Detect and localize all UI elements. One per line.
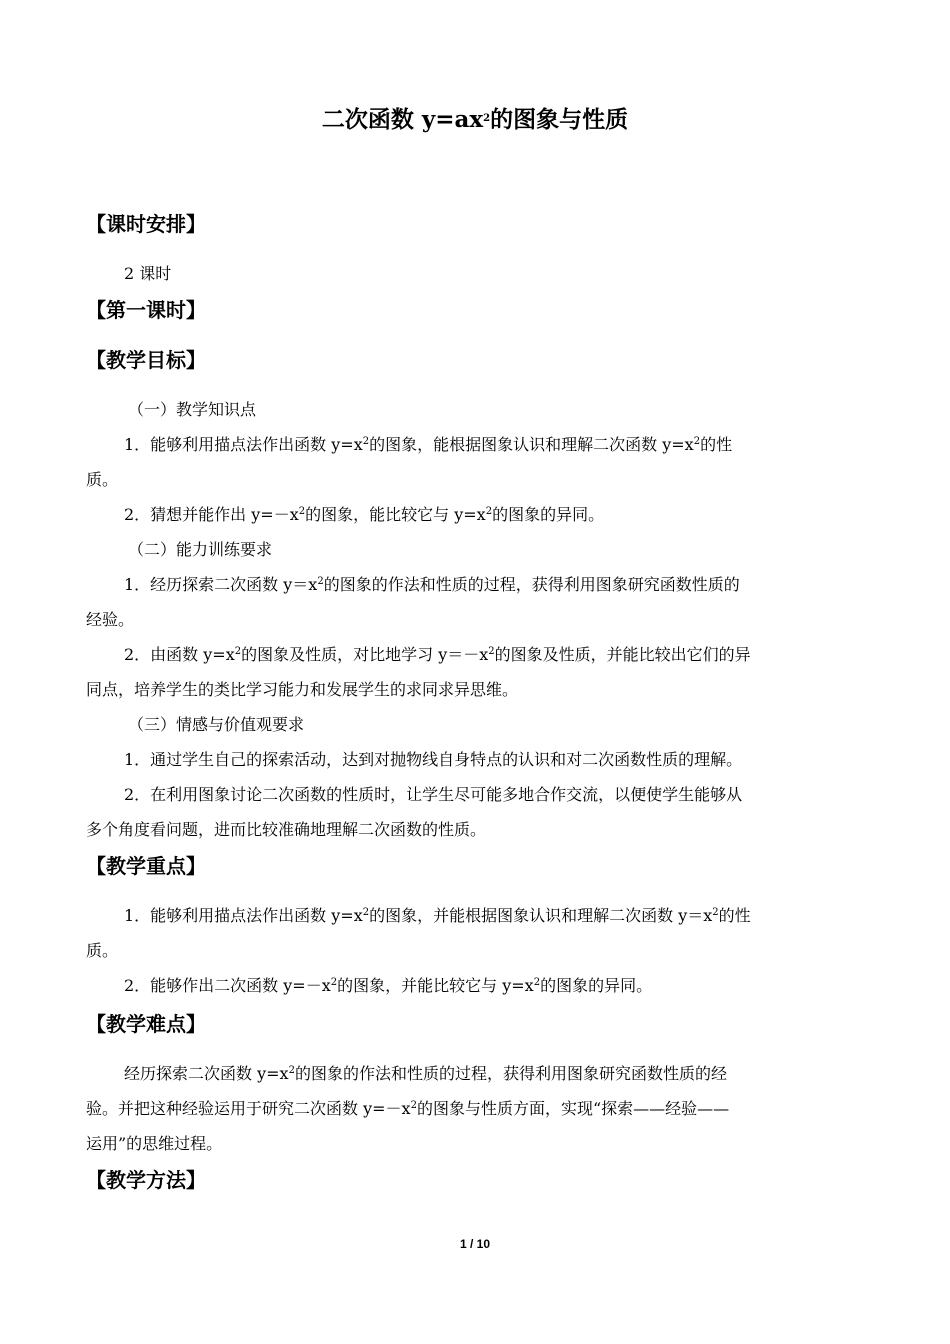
title-text-end: 的图象与性质	[490, 106, 629, 133]
difficulty-line-3: 运用”的思维过程。	[86, 1134, 223, 1153]
heading-first-lesson: 【第一课时】	[86, 298, 206, 322]
key-point-1-cont: 质。	[86, 941, 119, 960]
subheading-emotion: （三）情感与价值观要求	[128, 715, 305, 734]
key-point-2: 2．能够作出二次函数 $y=-x^2$的图象，并能比较它与 $y=x^2$的图象的异同。	[124, 976, 653, 995]
objective-a2-cont: 同点，培养学生的类比学习能力和发展学生的求同求异思维。	[86, 680, 519, 699]
page-number: 1 / 10	[459, 1237, 491, 1251]
title-text: 二次函数 y=ax	[321, 106, 484, 133]
subheading-ability: （二）能力训练要求	[128, 540, 273, 559]
objective-e2-cont: 多个角度看问题，进而比较准确地理解二次函数的性质。	[86, 820, 487, 839]
heading-difficulties: 【教学难点】	[86, 1012, 206, 1036]
heading-methods: 【教学方法】	[86, 1168, 206, 1192]
objective-k2: 2．猜想并能作出 $y=-x^2$的图象，能比较它与 $y=x^2$的图象的异同。	[124, 505, 605, 524]
objective-k1: 1．能够利用描点法作出函数 $y=x^2$的图象，能根据图象认识和理解二次函数 $y=x^2$的性	[124, 435, 733, 454]
key-point-1: 1．能够利用描点法作出函数 $y=x^2$的图象，并能根据图象认识和理解二次函数 $y=x^2$的性	[124, 906, 751, 925]
document-title	[0, 104, 950, 136]
heading-key-points: 【教学重点】	[86, 854, 206, 878]
difficulties-body	[86, 1056, 864, 1161]
objective-k1-cont: 质。	[86, 470, 119, 489]
heading-objectives: 【教学目标】	[86, 348, 206, 372]
heading-schedule: 【课时安排】	[86, 212, 206, 236]
objective-e1: 1．通过学生自己的探索活动，达到对抛物线自身特点的认识和对二次函数性质的理解。	[124, 750, 743, 769]
objective-a1-cont: 经验。	[86, 610, 135, 629]
title-superscript: 2	[483, 113, 491, 124]
difficulty-line-1: 经历探索二次函数 $y=x^2$的图象的作法和性质的过程，获得利用图象研究函数性质的经	[124, 1064, 727, 1083]
objective-a1: 1．经历探索二次函数 $y=x^2$的图象的作法和性质的过程，获得利用图象研究函数性质的	[124, 575, 740, 594]
schedule-text: 2 课时	[124, 264, 172, 283]
key-points-body	[86, 898, 864, 1003]
objective-e2: 2．在利用图象讨论二次函数的性质时，让学生尽可能多地合作交流，以便使学生能够从	[124, 785, 743, 804]
difficulty-line-2: 验。并把这种经验运用于研究二次函数 $y=-x^2$的图象与性质方面，实现“探索——经验——	[86, 1099, 730, 1118]
subheading-knowledge: （一）教学知识点	[128, 400, 257, 419]
objectives-body	[86, 392, 864, 847]
objective-a2: 2．由函数 $y=x^2$的图象及性质，对比地学习 $y=-x^2$的图象及性质，并能比较出它们的异	[124, 645, 751, 664]
